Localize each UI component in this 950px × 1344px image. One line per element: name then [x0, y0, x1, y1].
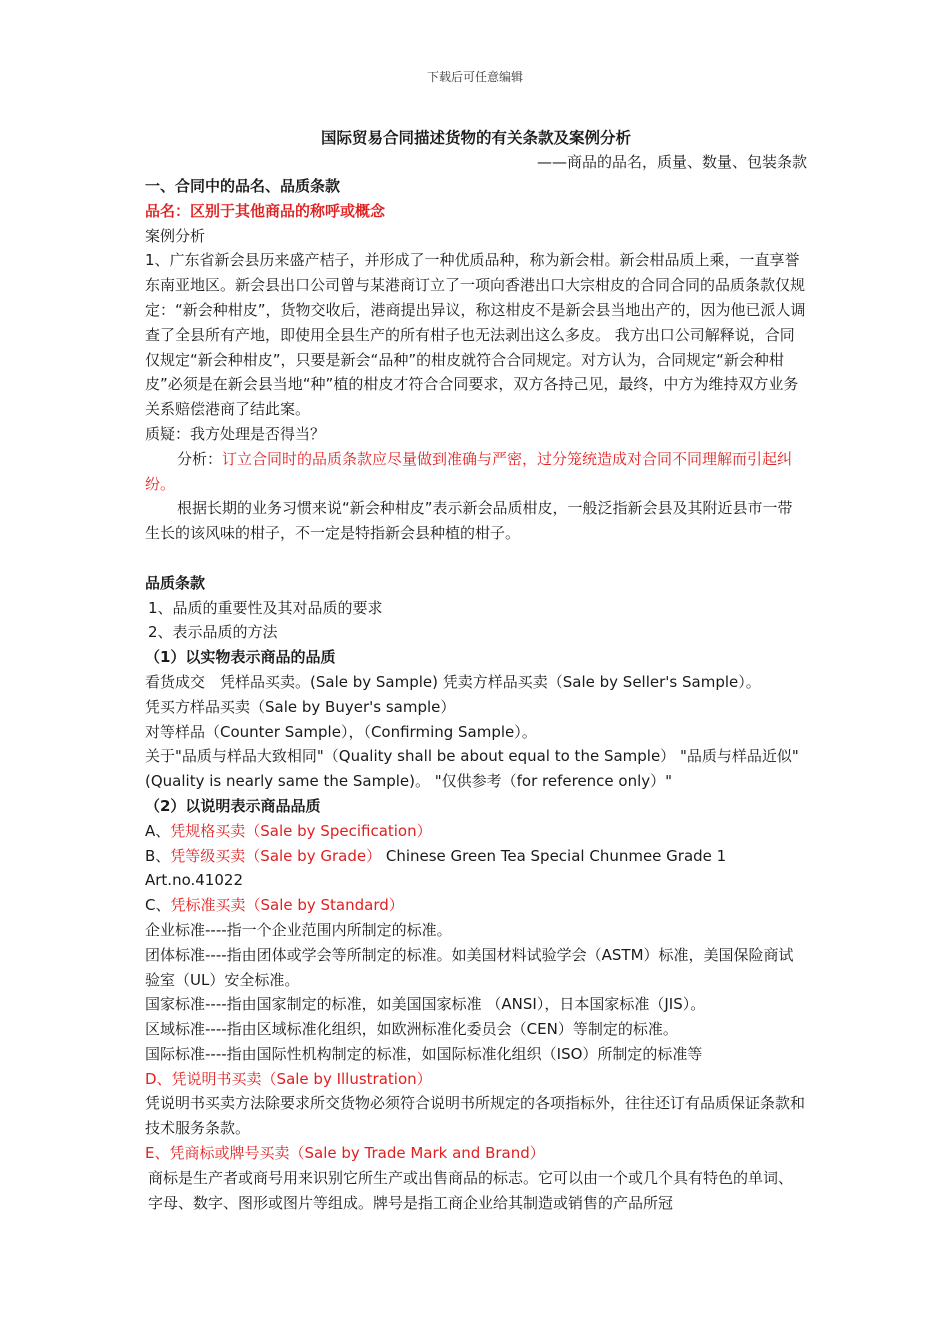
method-b-prefix: B、: [145, 846, 171, 865]
quality-heading: 品质条款: [145, 573, 206, 592]
analysis-paragraph: [145, 447, 807, 497]
method-1-heading: （1）以实物表示商品的品质: [145, 648, 336, 667]
standard-international: 国际标准----指由国际性机构制定的标准，如国际标准化组织（ISO）所制定的标准等: [145, 1044, 703, 1063]
spacer: [145, 546, 807, 571]
method-d-label: D、凭说明书买卖（Sale by Illustration）: [145, 1069, 432, 1088]
method-c: [145, 893, 807, 918]
method-1-line-4: 关于"品质与样品大致相同"（Quality shall be about equal to the Sample） "品质与样品近似"(Quality is nearly same the Sample)。 "仅供参考（for reference only）": [145, 747, 799, 791]
method-d-text: 凭说明书买卖方法除要求所交货物必须符合说明书所规定的各项指标外，往往还订有品质保证条款和技术服务条款。: [145, 1094, 806, 1138]
method-2-heading: （2）以说明表示商品品质: [145, 796, 321, 815]
method-e-text: 商标是生产者或商号用来识别它所生产或出售商品的标志。它可以由一个或几个具有特色的单词、字母、数字、图形或图片等组成。牌号是指工商企业给其制造或销售的产品所冠: [148, 1168, 794, 1212]
quality-item-1: 1、品质的重要性及其对品质的要求: [148, 598, 383, 617]
method-b-label: 凭等级买卖（Sale by Grade）: [170, 846, 382, 865]
method-e-label: E、凭商标或牌号买卖（Sale by Trade Mark and Brand）: [145, 1144, 545, 1163]
method-c-prefix: C、: [145, 896, 171, 915]
method-a-prefix: A、: [145, 821, 171, 840]
analysis-highlight: 订立合同时的品质条款应尽量做到准确与严密，过分笼统造成对合同不同理解而引起纠纷。: [145, 449, 793, 493]
document-title: 国际贸易合同描述货物的有关条款及案例分析: [320, 129, 631, 147]
standard-regional: 区域标准----指由区域标准化组织，如欧洲标准化委员会（CEN）等制定的标准。: [145, 1020, 678, 1039]
page-header-note: 下载后可任意编辑: [426, 70, 523, 84]
case-question: 质疑：我方处理是否得当？: [145, 424, 326, 443]
method-a-label: 凭规格买卖（Sale by Specification）: [170, 821, 432, 840]
case-label: 案例分析: [145, 226, 206, 245]
document-body: [145, 126, 807, 1215]
standard-national: 国家标准----指由国家制定的标准，如美国国家标准 （ANSI），日本国家标准（JIS）。: [145, 995, 706, 1014]
standard-group: 团体标准----指由团体或学会等所制定的标准。如美国材料试验学会（ASTM）标准，美国保险商试验室（UL）安全标准。: [145, 945, 794, 989]
method-b-example: Chinese Green Tea Special Chunmee Grade 1 Art.no.41022: [145, 846, 727, 890]
method-c-label: 凭标准买卖（Sale by Standard）: [170, 896, 404, 915]
case-paragraph: 1、广东省新会县历来盛产桔子，并形成了一种优质品种，称为新会柑。新会柑品质上乘，一直享誉东南亚地区。新会县出口公司曾与某港商订立了一项向香港出口大宗柑皮的合同合同的品质条款仅规定：“新会种柑皮”，货物交收后，港商提出异议，称这柑皮不是新会县当地出产的，因为他已派人调查了全县所有产地，即使用全县生产的所有柑子也无法剥出这么多皮。 我方出口公司解释说，合同仅规定“新会种柑皮”，只要是新会“品种”的柑皮就符合合同规定。对方认为，合同规定“新会种柑皮”必须是在新会县当地“种”植的柑皮才符合合同要求，双方各持己见，最终，中方为维持双方业务关系赔偿港商了结此案。: [145, 251, 806, 419]
standard-enterprise: 企业标准----指一个企业范围内所制定的标准。: [145, 920, 452, 939]
pinming-definition: 品名：区别于其他商品的称呼或概念: [145, 201, 386, 220]
section-heading-1: 一、合同中的品名、品质条款: [145, 177, 341, 195]
method-1-line-2: 凭买方样品买卖（Sale by Buyer's sample）: [145, 697, 456, 716]
quality-item-2: 2、表示品质的方法: [148, 623, 278, 642]
method-b: [145, 844, 807, 894]
method-a: [145, 819, 807, 844]
method-1-line-3: 对等样品（Counter Sample），（Confirming Sample）。: [145, 722, 537, 741]
method-1-line-1: 看货成交 凭样品买卖。(Sale by Sample) 凭卖方样品买卖（Sale by Seller's Sample）。: [145, 672, 761, 691]
document-subtitle: ——商品的品名，质量、数量、包装条款: [536, 153, 807, 171]
analysis-label: 分析：: [177, 449, 223, 468]
analysis-explanation: 根据长期的业务习惯来说“新会种柑皮”表示新会品质柑皮，一般泛指新会县及其附近县市一带生长的该风味的柑子，不一定是特指新会县种植的柑子。: [145, 499, 793, 543]
